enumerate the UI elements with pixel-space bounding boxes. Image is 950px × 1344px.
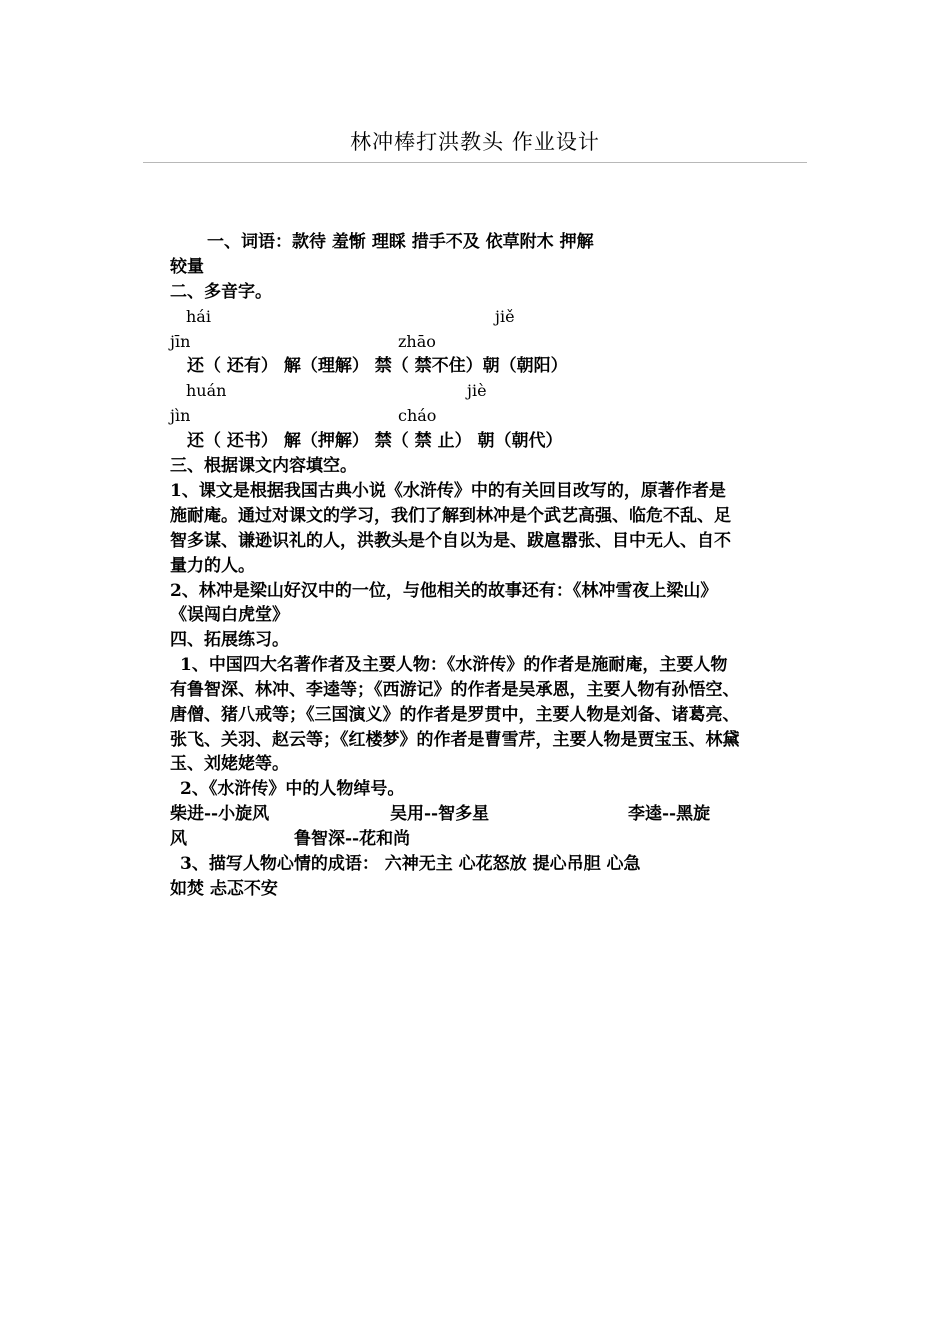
nickname-chaijin: 柴进--小旋风: [170, 804, 270, 824]
polyphone-row-2: 还（ 还书） 解（押解） 禁（ 禁 止） 朝（朝代）: [187, 431, 563, 451]
extension-line: 张飞、关羽、赵云等；《红楼梦》的作者是曹雪芹，主要人物是贾宝玉、林黛: [170, 730, 740, 750]
idiom-line-cont: 如焚 忐忑不安: [170, 879, 278, 899]
pinyin-zhao: zhāo: [398, 332, 436, 351]
document-title: 林冲棒打洪教头 作业设计: [350, 130, 600, 154]
nickname-luzhishen: 鲁智深--花和尚: [294, 829, 411, 849]
pinyin-jin4: jìn: [170, 406, 191, 425]
vocabulary-line-cont: 较量: [170, 257, 204, 277]
extension-line: 有鲁智深、林冲、李逵等；《西游记》的作者是吴承恩，主要人物有孙悟空、: [170, 680, 740, 700]
nickname-heading: 2、《水浒传》中的人物绰号。: [180, 779, 405, 799]
nickname-likui-cont: 风: [170, 829, 187, 849]
polyphone-row-1: 还（ 还有） 解（理解） 禁（ 禁不住）朝（朝阳）: [187, 356, 568, 376]
extension-line: 唐僧、猪八戒等；《三国演义》的作者是罗贯中，主要人物是刘备、诸葛亮、: [170, 705, 740, 725]
section-heading-extension: 四、拓展练习。: [170, 630, 289, 650]
nickname-wuyong: 吴用--智多星: [390, 804, 490, 824]
extension-line: 1、中国四大名著作者及主要人物：《水浒传》的作者是施耐庵，主要人物: [180, 655, 728, 675]
fill-line: 《误闯白虎堂》: [170, 605, 289, 625]
idiom-line: 3、描写人物心情的成语： 六神无主 心花怒放 提心吊胆 心急: [180, 854, 641, 874]
fill-line: 1、课文是根据我国古典小说《水浒传》中的有关回目改写的，原著作者是: [170, 481, 726, 501]
pinyin-chao: cháo: [398, 406, 437, 425]
pinyin-jie4: jiè: [467, 381, 487, 400]
pinyin-jie3: jiě: [495, 307, 515, 326]
pinyin-jin1: jīn: [170, 332, 191, 351]
title-divider: [143, 162, 807, 163]
pinyin-hai: hái: [186, 307, 211, 326]
pinyin-huan: huán: [186, 381, 227, 400]
fill-line: 智多谋、谦逊识礼的人，洪教头是个自以为是、跋扈嚣张、目中无人、自不: [170, 531, 731, 551]
section-heading-fill: 三、根据课文内容填空。: [170, 456, 357, 476]
extension-line: 玉、刘姥姥等。: [170, 754, 289, 774]
vocabulary-line: 一、词语：款待 羞惭 理睬 措手不及 依草附木 押解: [207, 232, 594, 252]
fill-line: 2、林冲是梁山好汉中的一位，与他相关的故事还有：《林冲雪夜上梁山》: [170, 581, 718, 601]
fill-line: 量力的人。: [170, 556, 255, 576]
nickname-likui: 李逵--黑旋: [628, 804, 711, 824]
section-heading-polyphone: 二、多音字。: [170, 282, 272, 302]
fill-line: 施耐庵。通过对课文的学习，我们了解到林冲是个武艺高强、临危不乱、足: [170, 506, 731, 526]
